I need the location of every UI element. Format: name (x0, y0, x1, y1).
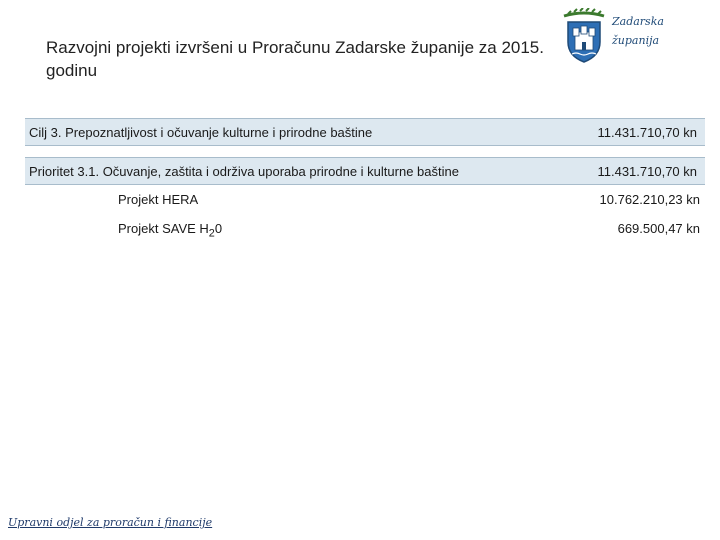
project-row-hera (118, 192, 700, 212)
county-crest-icon (560, 8, 608, 64)
county-name-line-2: županija (612, 34, 660, 47)
goal-amount: 11.431.710,70 kn (597, 125, 697, 140)
project-save-amount: 669.500,47 kn (617, 221, 700, 236)
priority-label: Prioritet 3.1. Očuvanje, zaštita i održiva uporaba prirodne i kulturne baštine (29, 164, 459, 179)
project-hera-label: Projekt HERA (118, 192, 199, 207)
project-hera-amount: 10.762.210,23 kn (599, 192, 700, 207)
county-name (612, 12, 702, 50)
priority-row (25, 157, 705, 185)
county-logo (560, 8, 705, 64)
project-save-label (118, 221, 222, 240)
project-save-label-main: Projekt SAVE H (118, 221, 209, 236)
county-name-line-1: Zadarska (612, 15, 664, 28)
goal-row (25, 118, 705, 146)
page-title: Razvojni projekti izvršeni u Proračunu Zadarske županije za 2015. godinu (46, 38, 544, 80)
project-row-save (118, 221, 700, 241)
priority-amount: 11.431.710,70 kn (597, 164, 697, 179)
project-save-label-subscript: 2 (208, 227, 215, 240)
goal-label: Cilj 3. Prepoznatljivost i očuvanje kulturne i prirodne baštine (29, 125, 373, 140)
footer-department: Upravni odjel za proračun i financije (8, 516, 213, 529)
project-save-label-end: 0 (214, 221, 223, 236)
